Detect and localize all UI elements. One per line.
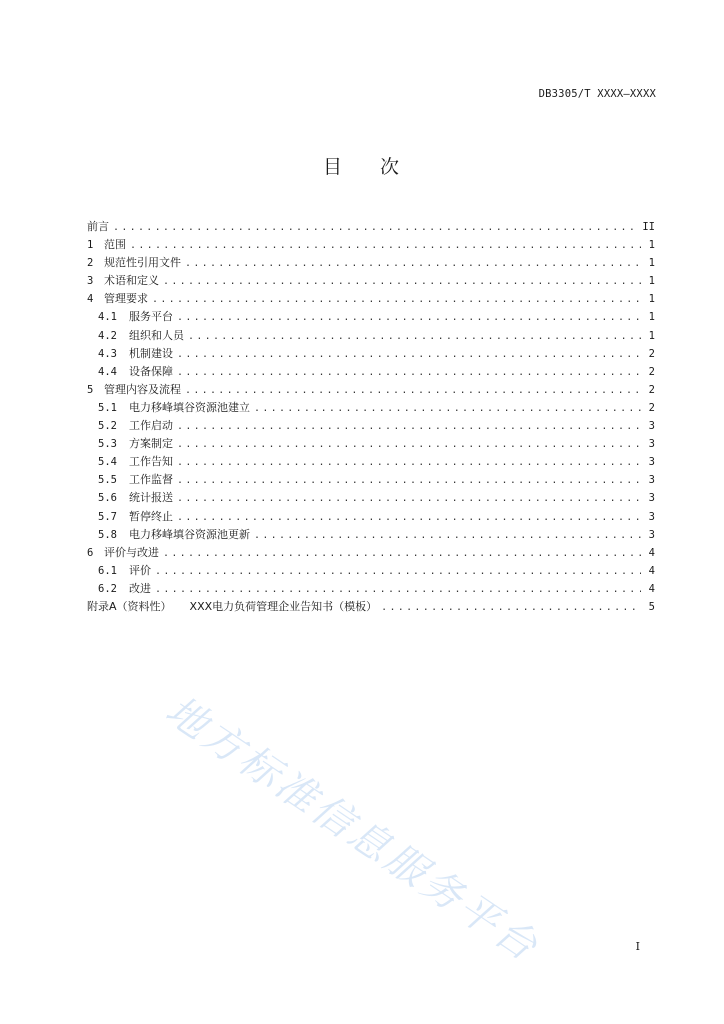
toc-entry-page: 1	[648, 329, 655, 342]
toc-entry[interactable]	[87, 453, 655, 471]
toc-entry-label: 管理内容及流程	[104, 382, 181, 396]
toc-entry-page: 1	[648, 293, 655, 306]
toc-entry-page: 3	[648, 456, 655, 469]
toc-entry[interactable]	[87, 290, 655, 308]
toc-dot-leader	[188, 328, 641, 346]
toc-entry-label: 术语和定义	[104, 274, 159, 288]
toc-entry[interactable]	[87, 345, 655, 363]
toc-entry-label: 规范性引用文件	[104, 256, 181, 270]
toc-entry-number: 5.1	[98, 401, 117, 414]
toc-entry-number: 4.1	[98, 311, 117, 324]
toc-entry-number: 6	[87, 546, 94, 559]
toc-entry-number: 4	[87, 293, 94, 306]
toc-entry-label: 附录A（资料性）	[87, 599, 172, 613]
toc-entry[interactable]	[87, 508, 655, 526]
toc-entry-page: 3	[648, 438, 655, 451]
toc-entry-label: 工作启动	[129, 419, 173, 433]
page-title	[0, 152, 724, 179]
toc-entry-number: 4.3	[98, 347, 117, 360]
toc-dot-leader	[130, 237, 641, 255]
toc-entry-page: 2	[648, 365, 655, 378]
toc-entry[interactable]	[87, 435, 655, 453]
toc-entry-number: 3	[87, 275, 94, 288]
toc-dot-leader	[185, 382, 641, 400]
toc-dot-leader	[185, 255, 641, 273]
toc-dot-leader	[254, 400, 641, 418]
toc-entry-label: 组织和人员	[129, 328, 184, 342]
toc-dot-leader	[177, 364, 641, 382]
toc-entry[interactable]	[87, 327, 655, 345]
toc-entry-number: 5.4	[98, 456, 117, 469]
toc-entry[interactable]	[87, 544, 655, 562]
toc-entry-page: 3	[648, 492, 655, 505]
toc-dot-leader	[177, 309, 641, 327]
toc-entry-page: 3	[648, 528, 655, 541]
toc-entry-number: 5.6	[98, 492, 117, 505]
toc-entry[interactable]	[87, 399, 655, 417]
toc-entry-label: 统计报送	[129, 491, 173, 505]
toc-entry[interactable]	[87, 381, 655, 399]
toc-entry-label: 工作告知	[129, 455, 173, 469]
toc-entry-number: 5	[87, 383, 94, 396]
toc-dot-leader	[113, 219, 638, 237]
toc-entry-label: 管理要求	[104, 292, 148, 306]
toc-dot-leader	[152, 291, 641, 309]
toc-entry-page: 3	[648, 510, 655, 523]
toc-entry-label: 改进	[129, 581, 151, 595]
toc-entry[interactable]	[87, 580, 655, 598]
toc-entry-page: II	[642, 221, 655, 233]
toc-dot-leader	[163, 545, 641, 563]
toc-entry-page: 2	[648, 347, 655, 360]
toc-entry-label: 暂停终止	[129, 509, 173, 523]
toc-entry-page: 2	[648, 383, 655, 396]
toc-dot-leader	[163, 273, 641, 291]
toc-entry-label: 前言	[87, 220, 109, 233]
toc-entry-page: 1	[648, 257, 655, 270]
toc-entry-appendix-title: XXX电力负荷管理企业告知书（模板）	[189, 599, 378, 613]
toc-dot-leader	[177, 454, 641, 472]
toc-entry-number: 5.8	[98, 528, 117, 541]
toc-entry-label: 方案制定	[129, 437, 173, 451]
toc-entry[interactable]	[87, 526, 655, 544]
toc-entry-label: 评价与改进	[104, 545, 159, 559]
toc-dot-leader	[177, 509, 641, 527]
toc-entry-label: 范围	[104, 238, 126, 252]
toc-entry[interactable]	[87, 218, 655, 236]
toc-entry[interactable]	[87, 489, 655, 507]
toc-dot-leader	[177, 472, 641, 490]
toc-entry-number: 5.5	[98, 474, 117, 487]
toc-entry[interactable]	[87, 236, 655, 254]
toc-entry[interactable]	[87, 363, 655, 381]
toc-entry-label: 服务平台	[129, 310, 173, 324]
toc-entry-page: 4	[648, 546, 655, 559]
toc-entry-label: 工作监督	[129, 473, 173, 487]
toc-entry-page: 1	[648, 311, 655, 324]
toc-dot-leader	[177, 418, 641, 436]
toc-entry-number: 5.2	[98, 420, 117, 433]
toc-dot-leader	[177, 346, 641, 364]
title-char-2: 次	[380, 156, 402, 178]
toc-entry[interactable]	[87, 598, 655, 616]
toc-entry-page: 4	[648, 564, 655, 577]
document-code: DB3305/T XXXX—XXXX	[538, 88, 656, 100]
toc-dot-leader	[381, 599, 641, 617]
toc-dot-leader	[177, 490, 641, 508]
toc-entry[interactable]	[87, 272, 655, 290]
toc-entry-page: 5	[648, 600, 655, 613]
watermark: 地方标准信息服务平台	[157, 687, 548, 972]
toc-entry-page: 1	[648, 275, 655, 288]
footer-page-number: I	[635, 940, 640, 953]
toc-entry-page: 1	[648, 239, 655, 252]
table-of-contents	[87, 218, 655, 616]
toc-entry-page: 4	[648, 582, 655, 595]
toc-entry[interactable]	[87, 308, 655, 326]
toc-entry[interactable]	[87, 254, 655, 272]
toc-entry-number: 6.1	[98, 564, 117, 577]
toc-entry-label: 设备保障	[129, 364, 173, 378]
toc-entry-number: 4.4	[98, 365, 117, 378]
toc-entry-label: 机制建设	[129, 346, 173, 360]
title-char-1: 目	[322, 156, 344, 178]
toc-entry-number: 5.3	[98, 438, 117, 451]
toc-entry[interactable]	[87, 471, 655, 489]
toc-entry[interactable]	[87, 562, 655, 580]
toc-dot-leader	[155, 563, 641, 581]
toc-dot-leader	[254, 527, 641, 545]
toc-entry-page: 3	[648, 474, 655, 487]
toc-entry-label: 评价	[129, 563, 151, 577]
toc-entry-label: 电力移峰填谷资源池建立	[129, 400, 250, 414]
toc-dot-leader	[155, 581, 641, 599]
toc-entry-number: 5.7	[98, 510, 117, 523]
toc-entry-label: 电力移峰填谷资源池更新	[129, 527, 250, 541]
toc-dot-leader	[177, 436, 641, 454]
toc-entry-number: 2	[87, 257, 94, 270]
toc-entry[interactable]	[87, 417, 655, 435]
toc-entry-number: 1	[87, 239, 94, 252]
toc-entry-page: 2	[648, 401, 655, 414]
toc-entry-page: 3	[648, 420, 655, 433]
toc-entry-number: 6.2	[98, 582, 117, 595]
toc-entry-number: 4.2	[98, 329, 117, 342]
